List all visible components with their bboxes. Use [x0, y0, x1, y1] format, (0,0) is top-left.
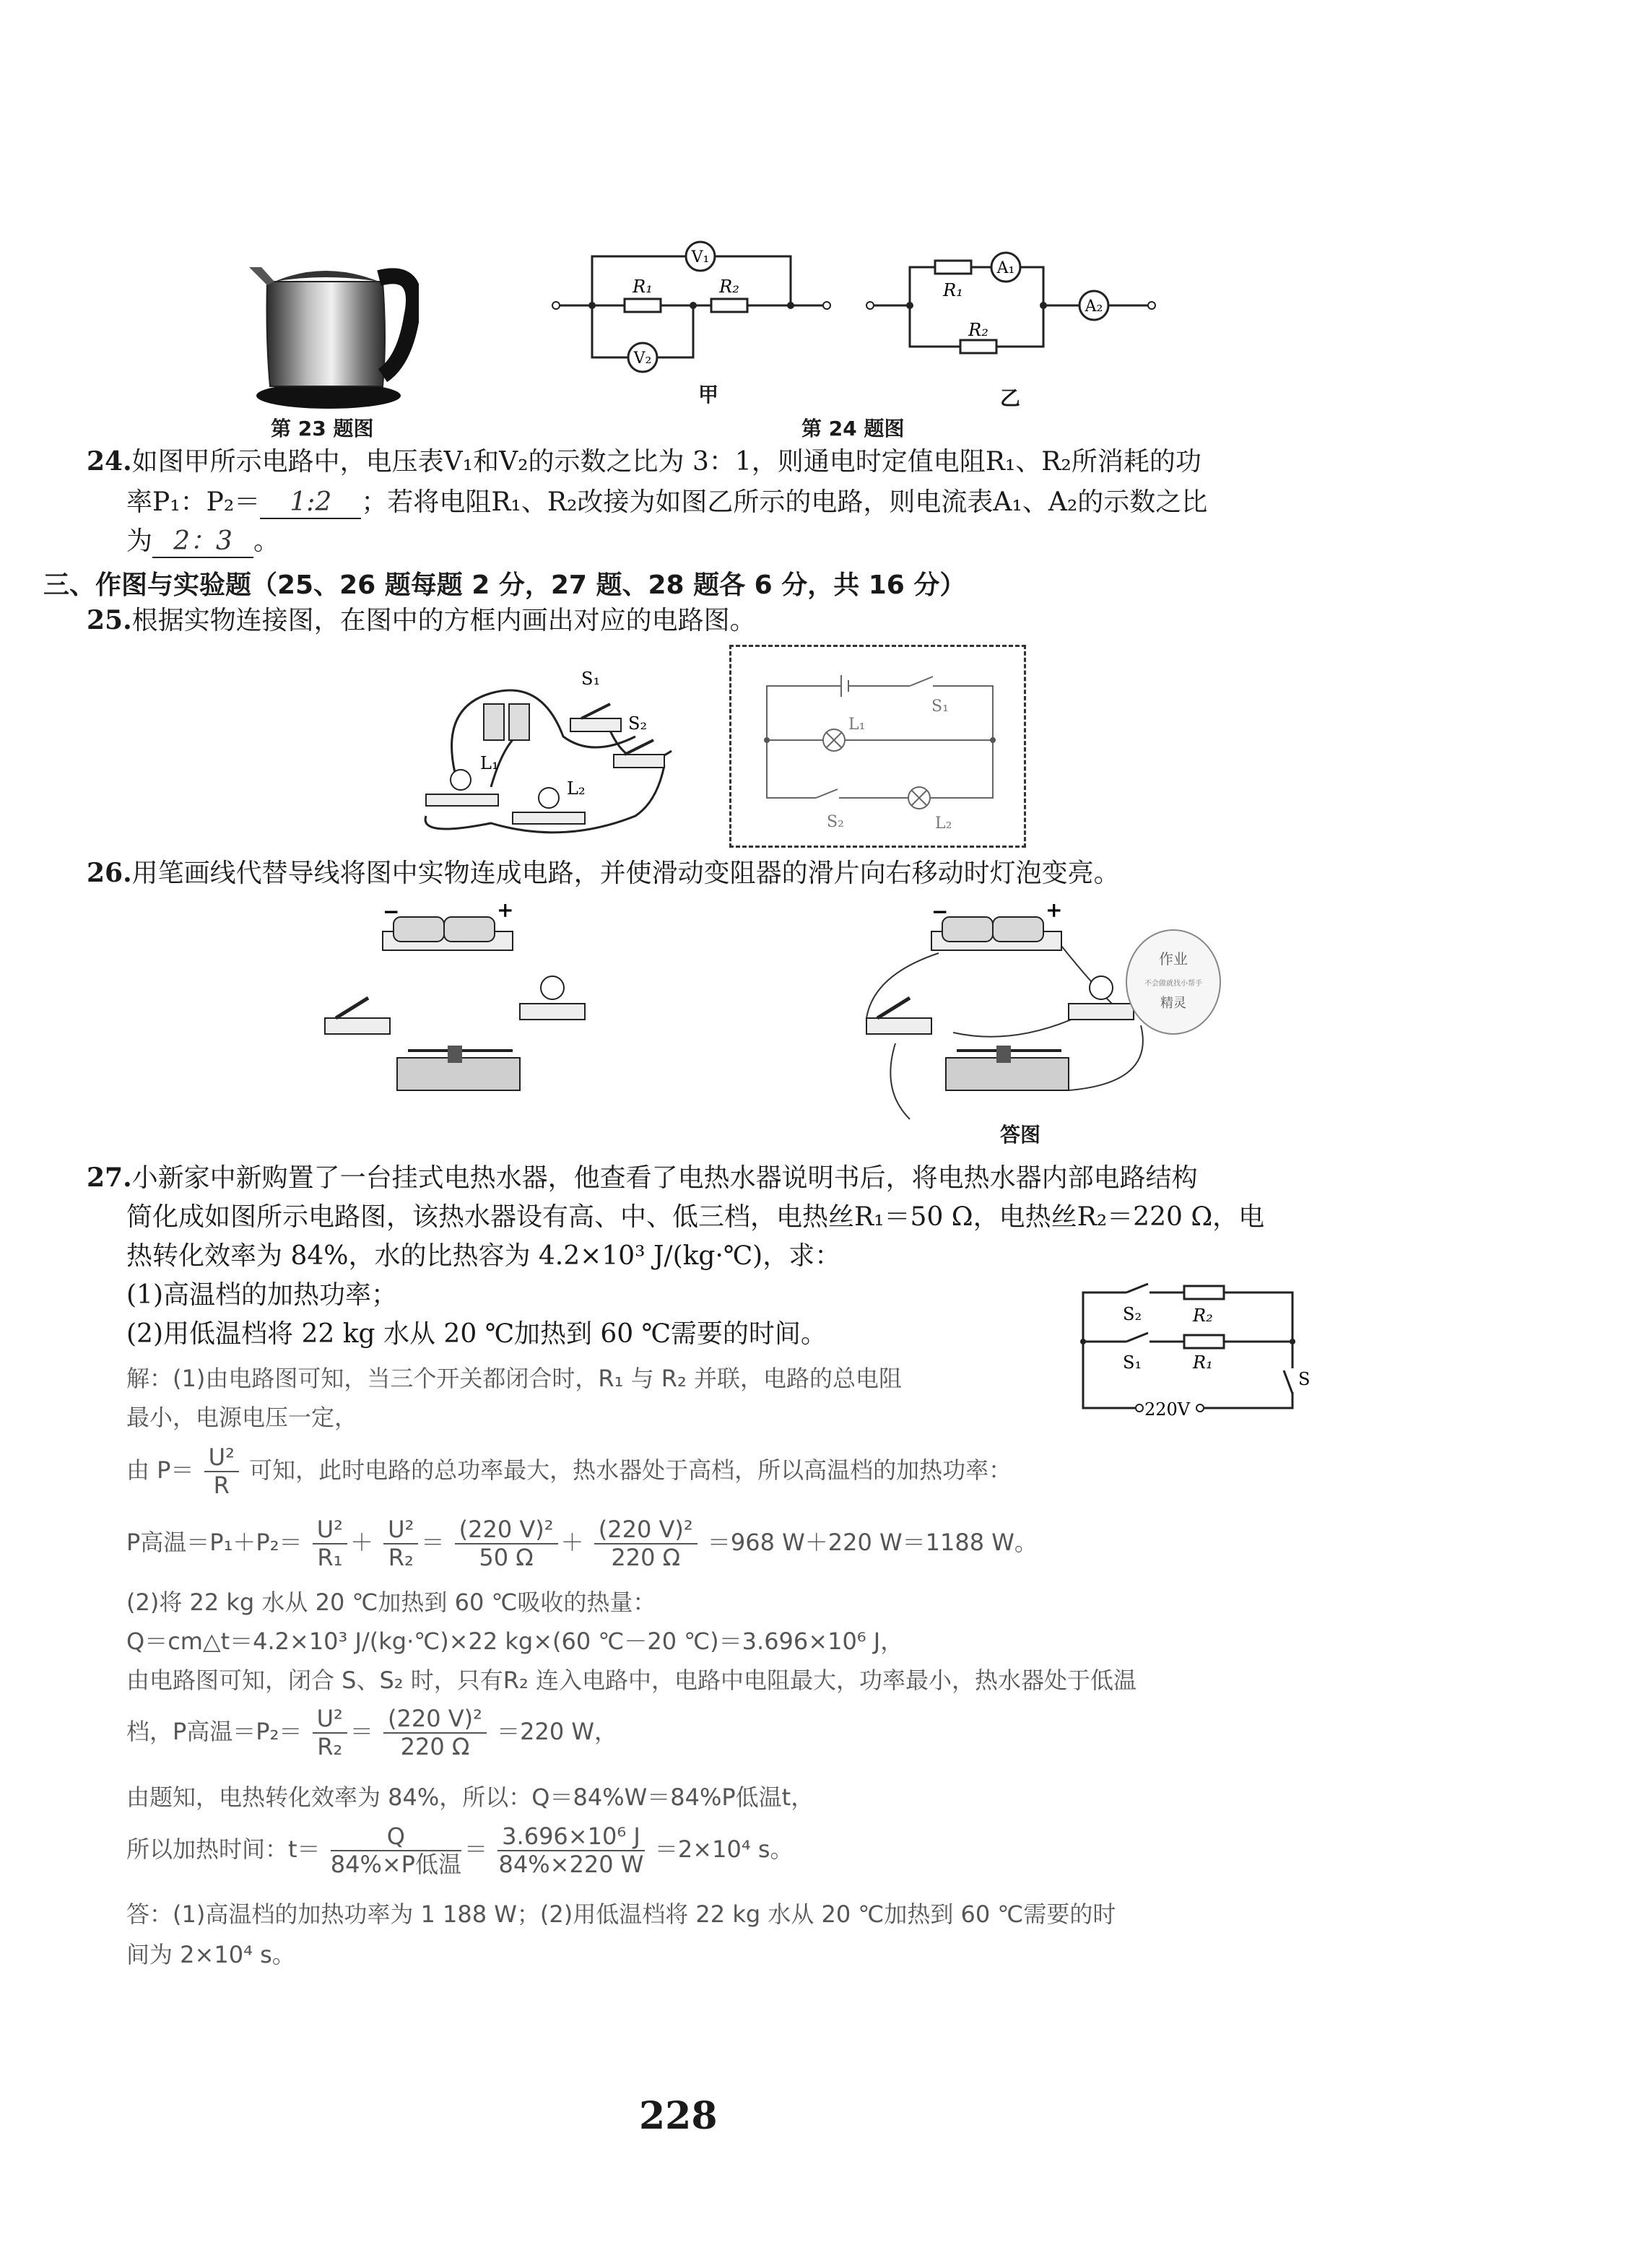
- q25-text: 根据实物连接图，在图中的方框内画出对应的电路图。: [131, 606, 756, 635]
- s-label: S: [1298, 1369, 1311, 1389]
- q27-line1: [87, 1163, 1198, 1194]
- s1-label: S₁: [1123, 1352, 1142, 1373]
- homework-stamp: [1126, 930, 1220, 1034]
- fraction-den: 84%×220 W: [498, 1850, 644, 1878]
- solution-line: 档，P高温＝P₂＝ $\frac{\text{U²}}{\text{R₂}}$ ＝ $\frac{\text{(220 V)²}}{220 \Omega}$ ＝220 W，: [126, 1705, 618, 1760]
- fraction-den: 84%×P低温: [330, 1850, 461, 1878]
- solution-line: P高温＝P₁＋P₂＝ $\frac{\text{U²}}{\text{R₁}}$ ＋ $\frac{\text{U²}}{\text{R₂}}$ ＝ $\frac{\text{(220 V)²}}{50 \Omega}$ ＋ $\frac{\text{(220 V)²}}{220 \Omega}$ ＝968 W＋220 W＝1188 W。: [126, 1516, 1038, 1571]
- answer-fig-caption: 答图: [1000, 1123, 1041, 1147]
- circuit-diagram-25: [736, 653, 1018, 841]
- s1-label: S₁: [931, 698, 949, 716]
- fraction: [313, 1706, 347, 1760]
- fig24-caption: 第 24 题图: [801, 417, 905, 440]
- r1-label: R₁: [633, 277, 653, 297]
- q27-line2: 简化成如图所示电路图，该热水器设有高、中、低三档，电热丝R₁＝50 Ω，电热丝R₂＝220 Ω，电: [126, 1202, 1265, 1232]
- minus-label: −: [383, 903, 400, 924]
- answer-blank: 1:2: [260, 487, 361, 519]
- v1-label: V₁: [691, 248, 710, 266]
- r2-label: R₂: [719, 277, 739, 297]
- q26-text: 用笔画线代替导线将图中实物连成电路，并使滑动变阻器的滑片向右移动时灯泡变亮。: [131, 859, 1120, 888]
- solution-text: P高温＝P₁＋P₂＝: [126, 1528, 303, 1556]
- q24-line1: [87, 446, 1201, 477]
- circuit-yi: [863, 246, 1166, 361]
- s1-label: S₁: [581, 669, 601, 689]
- solution-text: ＝968 W＋220 W＝1188 W。: [707, 1528, 1038, 1556]
- fraction-den: 220 Ω: [611, 1543, 681, 1571]
- q24-line3: [126, 526, 279, 558]
- fraction-den: R₁: [317, 1543, 343, 1571]
- q25-line: [87, 605, 756, 636]
- l2-label: L₂: [567, 778, 586, 799]
- fraction-num: Q: [331, 1823, 461, 1851]
- r1-label: R₁: [943, 280, 963, 300]
- circuit-jia: [549, 238, 838, 390]
- solution-line: 由题知，电热转化效率为 84%，所以：Q＝84%W＝84%P低温t，: [126, 1783, 814, 1811]
- fraction: [455, 1516, 558, 1571]
- fraction-num: U²: [313, 1516, 347, 1544]
- fraction: [497, 1823, 645, 1878]
- fraction: [313, 1516, 347, 1571]
- fraction-num: U²: [313, 1706, 347, 1734]
- q24-line2: [126, 487, 1207, 519]
- fraction-num: U²: [204, 1444, 239, 1472]
- solution-text: 由 P＝: [126, 1456, 194, 1484]
- fraction-num: (220 V)²: [455, 1516, 558, 1544]
- q24-text: 率P₁：P₂＝: [126, 487, 261, 517]
- question-number: 25.: [87, 605, 132, 635]
- solution-text: 所以加热时间：t＝: [126, 1835, 321, 1863]
- r1-label: R₁: [1193, 1352, 1213, 1373]
- a2-label: A₂: [1085, 297, 1103, 316]
- solution-line: 由电路图可知，闭合 S、S₂ 时，只有R₂ 连入电路中，电路中电阻最大，功率最小，热水器处于低温: [126, 1667, 1137, 1694]
- fraction-num: 3.696×10⁶ J: [497, 1823, 645, 1851]
- answer-line: 间为 2×10⁴ s。: [126, 1941, 295, 1968]
- solution-line: 最小，电源电压一定，: [126, 1404, 358, 1431]
- fraction-den: R₂: [317, 1732, 343, 1760]
- s2-label: S₂: [827, 813, 844, 831]
- l2-label: L₂: [935, 814, 952, 833]
- solution-text: ＝220 W，: [497, 1717, 618, 1745]
- fraction-num: (220 V)²: [383, 1706, 487, 1734]
- minus-label: −: [931, 903, 949, 924]
- l1-label: L₁: [848, 716, 866, 734]
- v2-label: V₂: [633, 349, 652, 368]
- q24-text: 。: [253, 526, 280, 556]
- fraction: [383, 1706, 487, 1760]
- r2-label: R₂: [1193, 1305, 1213, 1326]
- solution-text: 档，P高温＝P₂＝: [126, 1717, 303, 1745]
- components-26: [303, 903, 607, 1119]
- stamp-text: 精灵: [1160, 996, 1186, 1011]
- heater-circuit: [1069, 1278, 1329, 1422]
- fraction-num: (220 V)²: [594, 1516, 698, 1544]
- a1-label: A₁: [996, 259, 1015, 277]
- fraction: [383, 1516, 418, 1571]
- l1-label: L₁: [480, 753, 499, 773]
- q27-text: 小新家中新购置了一台挂式电热水器，他查看了电热水器说明书后，将电热水器内部电路结构: [131, 1163, 1198, 1193]
- question-number: 24.: [87, 446, 132, 477]
- q27-sub1: (1)高温档的加热功率；: [126, 1280, 397, 1310]
- q26-line: [87, 858, 1120, 889]
- kettle-photo: [245, 238, 419, 412]
- answer-blank: 2：3: [152, 526, 253, 558]
- fraction: [331, 1823, 461, 1878]
- q24-text: 如图甲所示电路中，电压表V₁和V₂的示数之比为 3：1，则通电时定值电阻R₁、R₂所消耗的功: [131, 447, 1201, 477]
- plus-label: +: [497, 903, 514, 922]
- solution-line: 所以加热时间：t＝ $\frac{Q}{\text{84\%×P低温}}$ ＝ $\frac{\text{3.696×10⁶ J}}{84\%\times 220 W}$ ＝2×10⁴ s。: [126, 1822, 794, 1878]
- solution-text: 可知，此时电路的总功率最大，热水器处于高档，所以高温档的加热功率：: [249, 1456, 1012, 1484]
- fraction-den: 50 Ω: [479, 1543, 534, 1571]
- page-number: 228: [639, 2094, 718, 2138]
- voltage-label: 220V: [1144, 1399, 1191, 1420]
- question-number: 26.: [87, 858, 132, 888]
- solution-line: [126, 1444, 1012, 1499]
- solution-line: 解：(1)由电路图可知，当三个开关都闭合时，R₁ 与 R₂ 并联，电路的总电阻: [126, 1365, 902, 1392]
- plus-label: +: [1046, 903, 1063, 922]
- fraction-num: U²: [383, 1516, 418, 1544]
- fraction-den: 220 Ω: [400, 1732, 470, 1760]
- question-number: 27.: [87, 1163, 132, 1193]
- solution-line: Q＝cm△t＝4.2×10³ J/(kg·℃)×22 kg×(60 ℃－20 ℃)＝3.696×10⁶ J，: [126, 1628, 904, 1655]
- q27-line3: 热转化效率为 84%，水的比热容为 4.2×10³ J/(kg·℃)，求：: [126, 1241, 841, 1271]
- solution-line: (2)将 22 kg 水从 20 ℃加热到 60 ℃吸收的热量：: [126, 1589, 656, 1616]
- answer-figure-26: [852, 903, 1227, 1141]
- stamp-text: 不会做就找小帮手: [1144, 980, 1202, 988]
- q24-text: 为: [126, 526, 153, 556]
- fraction: [204, 1444, 239, 1499]
- section-heading: 三、作图与实验题（25、26 题每题 2 分，27 题、28 题各 6 分，共 16 分）: [43, 570, 966, 600]
- fraction-den: R₂: [388, 1543, 414, 1571]
- solution-text: ＝2×10⁴ s。: [654, 1835, 794, 1863]
- fraction: [594, 1516, 698, 1571]
- s2-label: S₂: [628, 713, 648, 734]
- answer-line: 答：(1)高温档的加热功率为 1 188 W；(2)用低温档将 22 kg 水从 20 ℃加热到 60 ℃需要的时: [126, 1900, 1116, 1928]
- fig23-caption: 第 23 题图: [271, 417, 374, 440]
- jia-caption: 甲: [698, 383, 719, 407]
- r2-label: R₂: [968, 320, 988, 340]
- stamp-text: 作业: [1159, 950, 1188, 968]
- q24-text: ；若将电阻R₁、R₂改接为如图乙所示的电路，则电流表A₁、A₂的示数之比: [361, 487, 1208, 517]
- q27-sub2: (2)用低温档将 22 kg 水从 20 ℃加热到 60 ℃需要的时间。: [126, 1319, 827, 1349]
- yi-caption: 乙: [1000, 386, 1021, 410]
- s2-label: S₂: [1123, 1304, 1142, 1324]
- fraction-den: R: [213, 1471, 230, 1499]
- physical-circuit-25: [419, 650, 722, 838]
